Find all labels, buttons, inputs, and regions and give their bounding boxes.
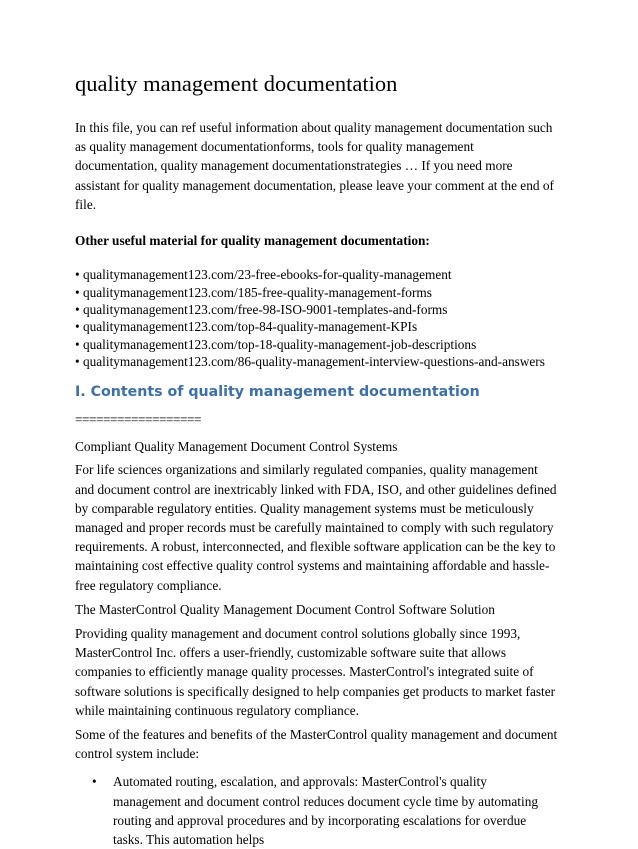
- paragraph-providing: Providing quality management and document control solutions globally since 1993, MasterControl Inc. offers a user-friendly, customizable software suite that allows companies to efficiently manage quality processes. MasterControl's integrated suite of software solutions is specifically designed to help companies get products to market faster while maintaining continuous regulatory compliance.: [75, 625, 556, 718]
- document-title: quality management documentation: [75, 71, 398, 96]
- features-list: [75, 772, 558, 849]
- material-link[interactable]: • qualitymanagement123.com/top-18-quality-management-job-descriptions: [75, 336, 477, 352]
- paragraph-life-sciences: For life sciences organizations and similarly regulated companies, quality management and document control are inextricably linked with FDA, ISO, and other guidelines defined by comparable regulatory entities. Quality management systems must be meticulously managed and proper records must be carefully maintained to comply with such regulatory requirements. A robust, interconnected, and flexible software application can be the key to maintaining cost effective quality control systems and maintaining affordable and hassle-free regulatory compliance.: [75, 462, 557, 593]
- material-link[interactable]: • qualitymanagement123.com/86-quality-management-interview-questions-and-answers: [75, 354, 545, 370]
- separator-line: ==================: [75, 412, 201, 428]
- bullet-icon: •: [92, 774, 97, 790]
- material-link[interactable]: • qualitymanagement123.com/185-free-quality-management-forms: [75, 284, 432, 300]
- material-link[interactable]: • qualitymanagement123.com/top-84-quality-management-KPIs: [75, 319, 418, 335]
- paragraph-heading-mastercontrol: The MasterControl Quality Management Document Control Software Solution: [75, 601, 495, 617]
- feature-item: [92, 772, 558, 849]
- material-link[interactable]: • qualitymanagement123.com/free-98-ISO-9001-templates-and-forms: [75, 302, 448, 318]
- feature-text: Automated routing, escalation, and approvals: MasterControl's quality management and document control reduces document cycle time by automating routing and approval procedures and by incorporating escalations for overdue tasks. This automation helps: [113, 774, 538, 847]
- paragraph-features-intro: Some of the features and benefits of the MasterControl quality management and document control system include:: [75, 726, 558, 762]
- paragraph-heading-compliant: Compliant Quality Management Document Control Systems: [75, 439, 398, 455]
- section-heading: I. Contents of quality management documentation: [75, 383, 480, 400]
- other-material-heading: Other useful material for quality management documentation:: [75, 233, 430, 249]
- material-link[interactable]: • qualitymanagement123.com/23-free-ebooks-for-quality-management: [75, 267, 452, 283]
- intro-paragraph: In this file, you can ref useful information about quality management documentation such as quality management documentationforms, tools for quality management documentation, quality management documentationstrategies … If you need more assistant for quality management documentation, please leave your comment at the end of file.: [75, 120, 554, 212]
- material-links-list: [75, 266, 558, 370]
